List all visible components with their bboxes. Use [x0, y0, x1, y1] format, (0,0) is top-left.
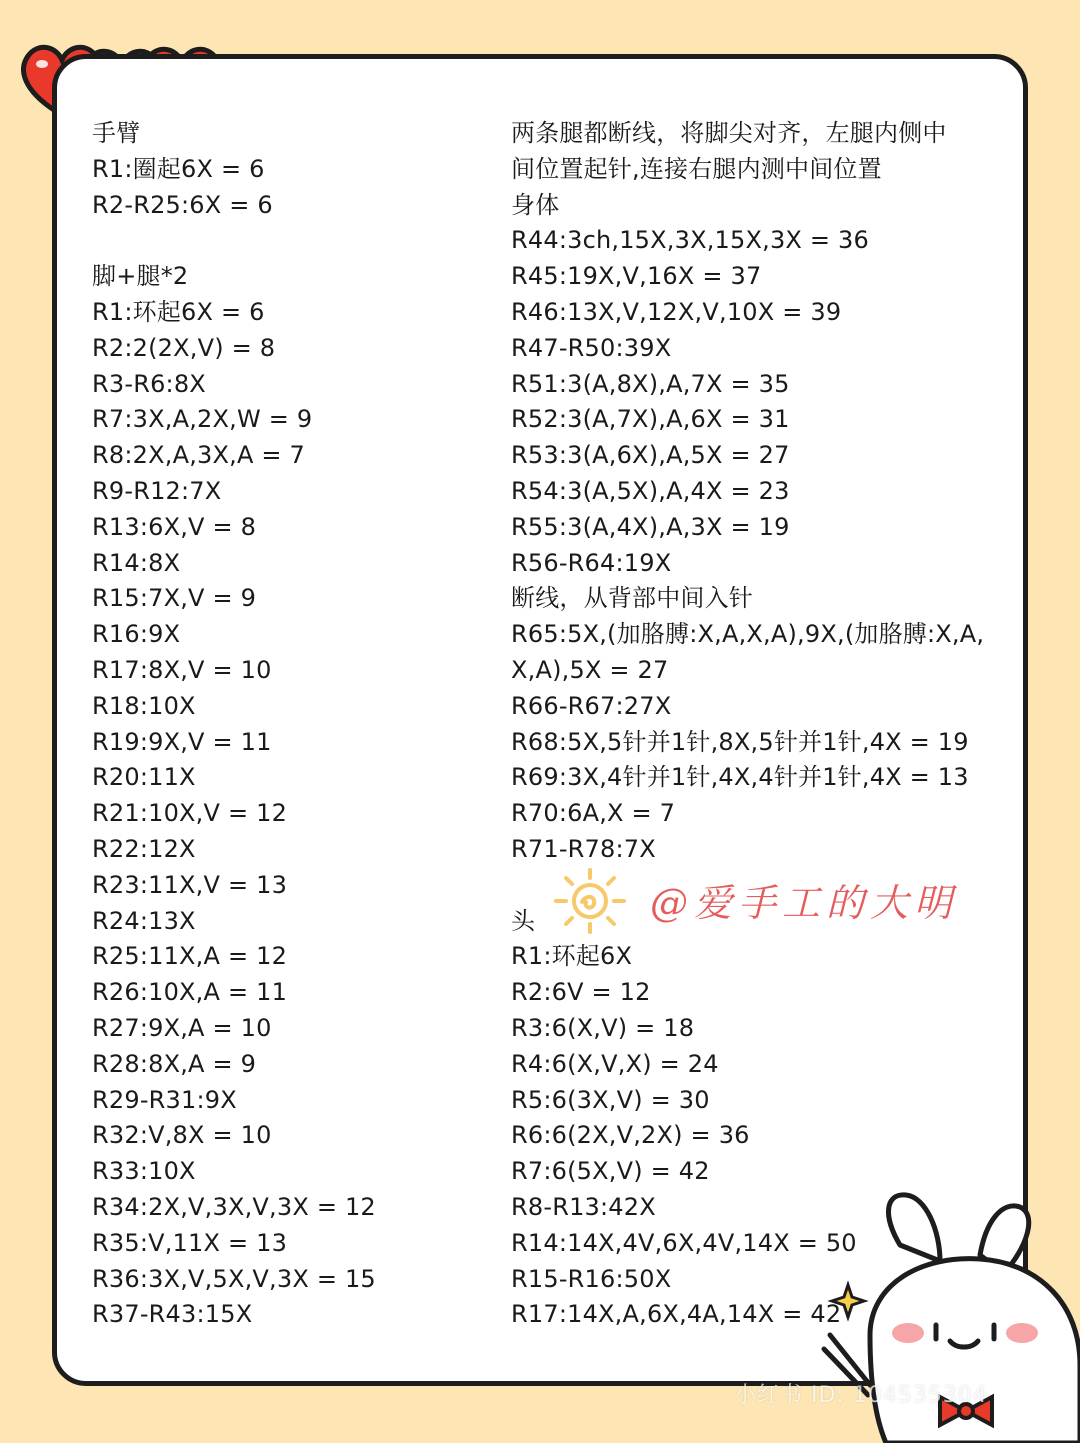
left-pattern-line: 脚+腿*2: [92, 262, 189, 291]
right-pattern-line: R2:6V = 12: [511, 978, 651, 1007]
left-pattern-line: 手臂: [92, 119, 141, 147]
left-pattern-column: [92, 116, 376, 1333]
right-pattern-line: R14:14X,4V,6X,4V,14X = 50: [511, 1228, 857, 1257]
right-pattern-line: R3:6(X,V) = 18: [511, 1013, 695, 1042]
left-pattern-line: R36:3X,V,5X,V,3X = 15: [92, 1264, 376, 1293]
right-pattern-line: R68:5X,5针并1针,8X,5针并1针,4X = 19: [511, 727, 969, 756]
right-pattern-line: R46:13X,V,12X,V,10X = 39: [511, 297, 842, 326]
left-pattern-line: R1:环起6X = 6: [92, 297, 265, 326]
right-pattern-line: 头: [511, 906, 536, 935]
left-pattern-line: R33:10X: [92, 1157, 196, 1186]
right-pattern-line: R17:14X,A,6X,4A,14X = 42: [511, 1300, 842, 1329]
left-pattern-line: R27:9X,A = 10: [92, 1013, 272, 1042]
left-pattern-line: R8:2X,A,3X,A = 7: [92, 441, 306, 470]
right-pattern-line: R6:6(2X,V,2X) = 36: [511, 1121, 750, 1150]
right-pattern-line: R55:3(A,4X),A,3X = 19: [511, 512, 790, 541]
right-pattern-line: R51:3(A,8X),A,7X = 35: [511, 369, 790, 398]
left-pattern-line: R19:9X,V = 11: [92, 727, 272, 756]
left-pattern-line: R1:圈起6X = 6: [92, 154, 265, 183]
right-pattern-line: 身体: [511, 190, 560, 219]
left-pattern-line: R9-R12:7X: [92, 476, 222, 505]
left-pattern-line: R3-R6:8X: [92, 369, 206, 398]
sun-doodle-icon: [548, 866, 632, 936]
left-pattern-line: R29-R31:9X: [92, 1085, 237, 1114]
right-pattern-line: R5:6(3X,V) = 30: [511, 1085, 710, 1114]
right-pattern-line: R45:19X,V,16X = 37: [511, 262, 762, 291]
left-pattern-line: R22:12X: [92, 834, 196, 863]
left-pattern-line: R24:13X: [92, 906, 196, 935]
right-pattern-line: R66-R67:27X: [511, 691, 672, 720]
left-pattern-line: R26:10X,A = 11: [92, 978, 288, 1007]
left-pattern-line: R16:9X: [92, 620, 181, 649]
right-pattern-line: 两条腿都断线，将脚尖对齐，左腿内侧中: [511, 119, 947, 147]
left-pattern-line: R23:11X,V = 13: [92, 870, 288, 899]
left-pattern-line: [92, 223, 376, 259]
right-pattern-line: R44:3ch,15X,3X,15X,3X = 36: [511, 226, 869, 255]
right-pattern-line: R1:环起6X: [511, 942, 633, 971]
right-pattern-line: R53:3(A,6X),A,5X = 27: [511, 441, 790, 470]
right-pattern-line: R56-R64:19X: [511, 548, 672, 577]
left-pattern-line: R14:8X: [92, 548, 181, 577]
right-pattern-column: [511, 116, 984, 1333]
left-pattern-line: R20:11X: [92, 763, 196, 792]
left-pattern-line: R13:6X,V = 8: [92, 512, 257, 541]
left-pattern-line: R21:10X,V = 12: [92, 799, 288, 828]
right-pattern-line: R52:3(A,7X),A,6X = 31: [511, 405, 790, 434]
left-pattern-line: R7:3X,A,2X,W = 9: [92, 405, 313, 434]
right-pattern-line: R4:6(X,V,X) = 24: [511, 1049, 719, 1078]
right-pattern-line: R47-R50:39X: [511, 333, 672, 362]
left-pattern-line: R34:2X,V,3X,V,3X = 12: [92, 1192, 376, 1221]
right-pattern-line: R65:5X,(加胳膊:X,A,X,A),9X,(加胳膊:X,A,: [511, 620, 985, 649]
left-pattern-line: R15:7X,V = 9: [92, 584, 257, 613]
author-signature: @爱手工的大明: [650, 881, 959, 925]
right-pattern-line: R8-R13:42X: [511, 1192, 656, 1221]
right-pattern-line: R70:6A,X = 7: [511, 799, 676, 828]
left-pattern-line: R28:8X,A = 9: [92, 1049, 257, 1078]
right-pattern-line: X,A),5X = 27: [511, 655, 669, 684]
left-pattern-line: R25:11X,A = 12: [92, 942, 288, 971]
right-pattern-line: 间位置起针,连接右腿内测中间位置: [511, 154, 882, 183]
platform-watermark: 小红书 ID: 104535304: [734, 1383, 988, 1408]
left-pattern-line: R17:8X,V = 10: [92, 655, 272, 684]
left-pattern-line: R18:10X: [92, 691, 196, 720]
left-pattern-line: R2:2(2X,V) = 8: [92, 333, 276, 362]
left-pattern-line: R35:V,11X = 13: [92, 1228, 288, 1257]
right-pattern-line: R7:6(5X,V) = 42: [511, 1157, 710, 1186]
left-pattern-line: R2-R25:6X = 6: [92, 190, 273, 219]
right-pattern-line: R71-R78:7X: [511, 834, 656, 863]
right-pattern-line: R69:3X,4针并1针,4X,4针并1针,4X = 13: [511, 763, 969, 792]
right-pattern-line: R15-R16:50X: [511, 1264, 672, 1293]
right-pattern-line: 断线，从背部中间入针: [511, 584, 753, 613]
left-pattern-line: R32:V,8X = 10: [92, 1121, 272, 1150]
left-pattern-line: R37-R43:15X: [92, 1300, 253, 1329]
right-pattern-line: R54:3(A,5X),A,4X = 23: [511, 476, 790, 505]
